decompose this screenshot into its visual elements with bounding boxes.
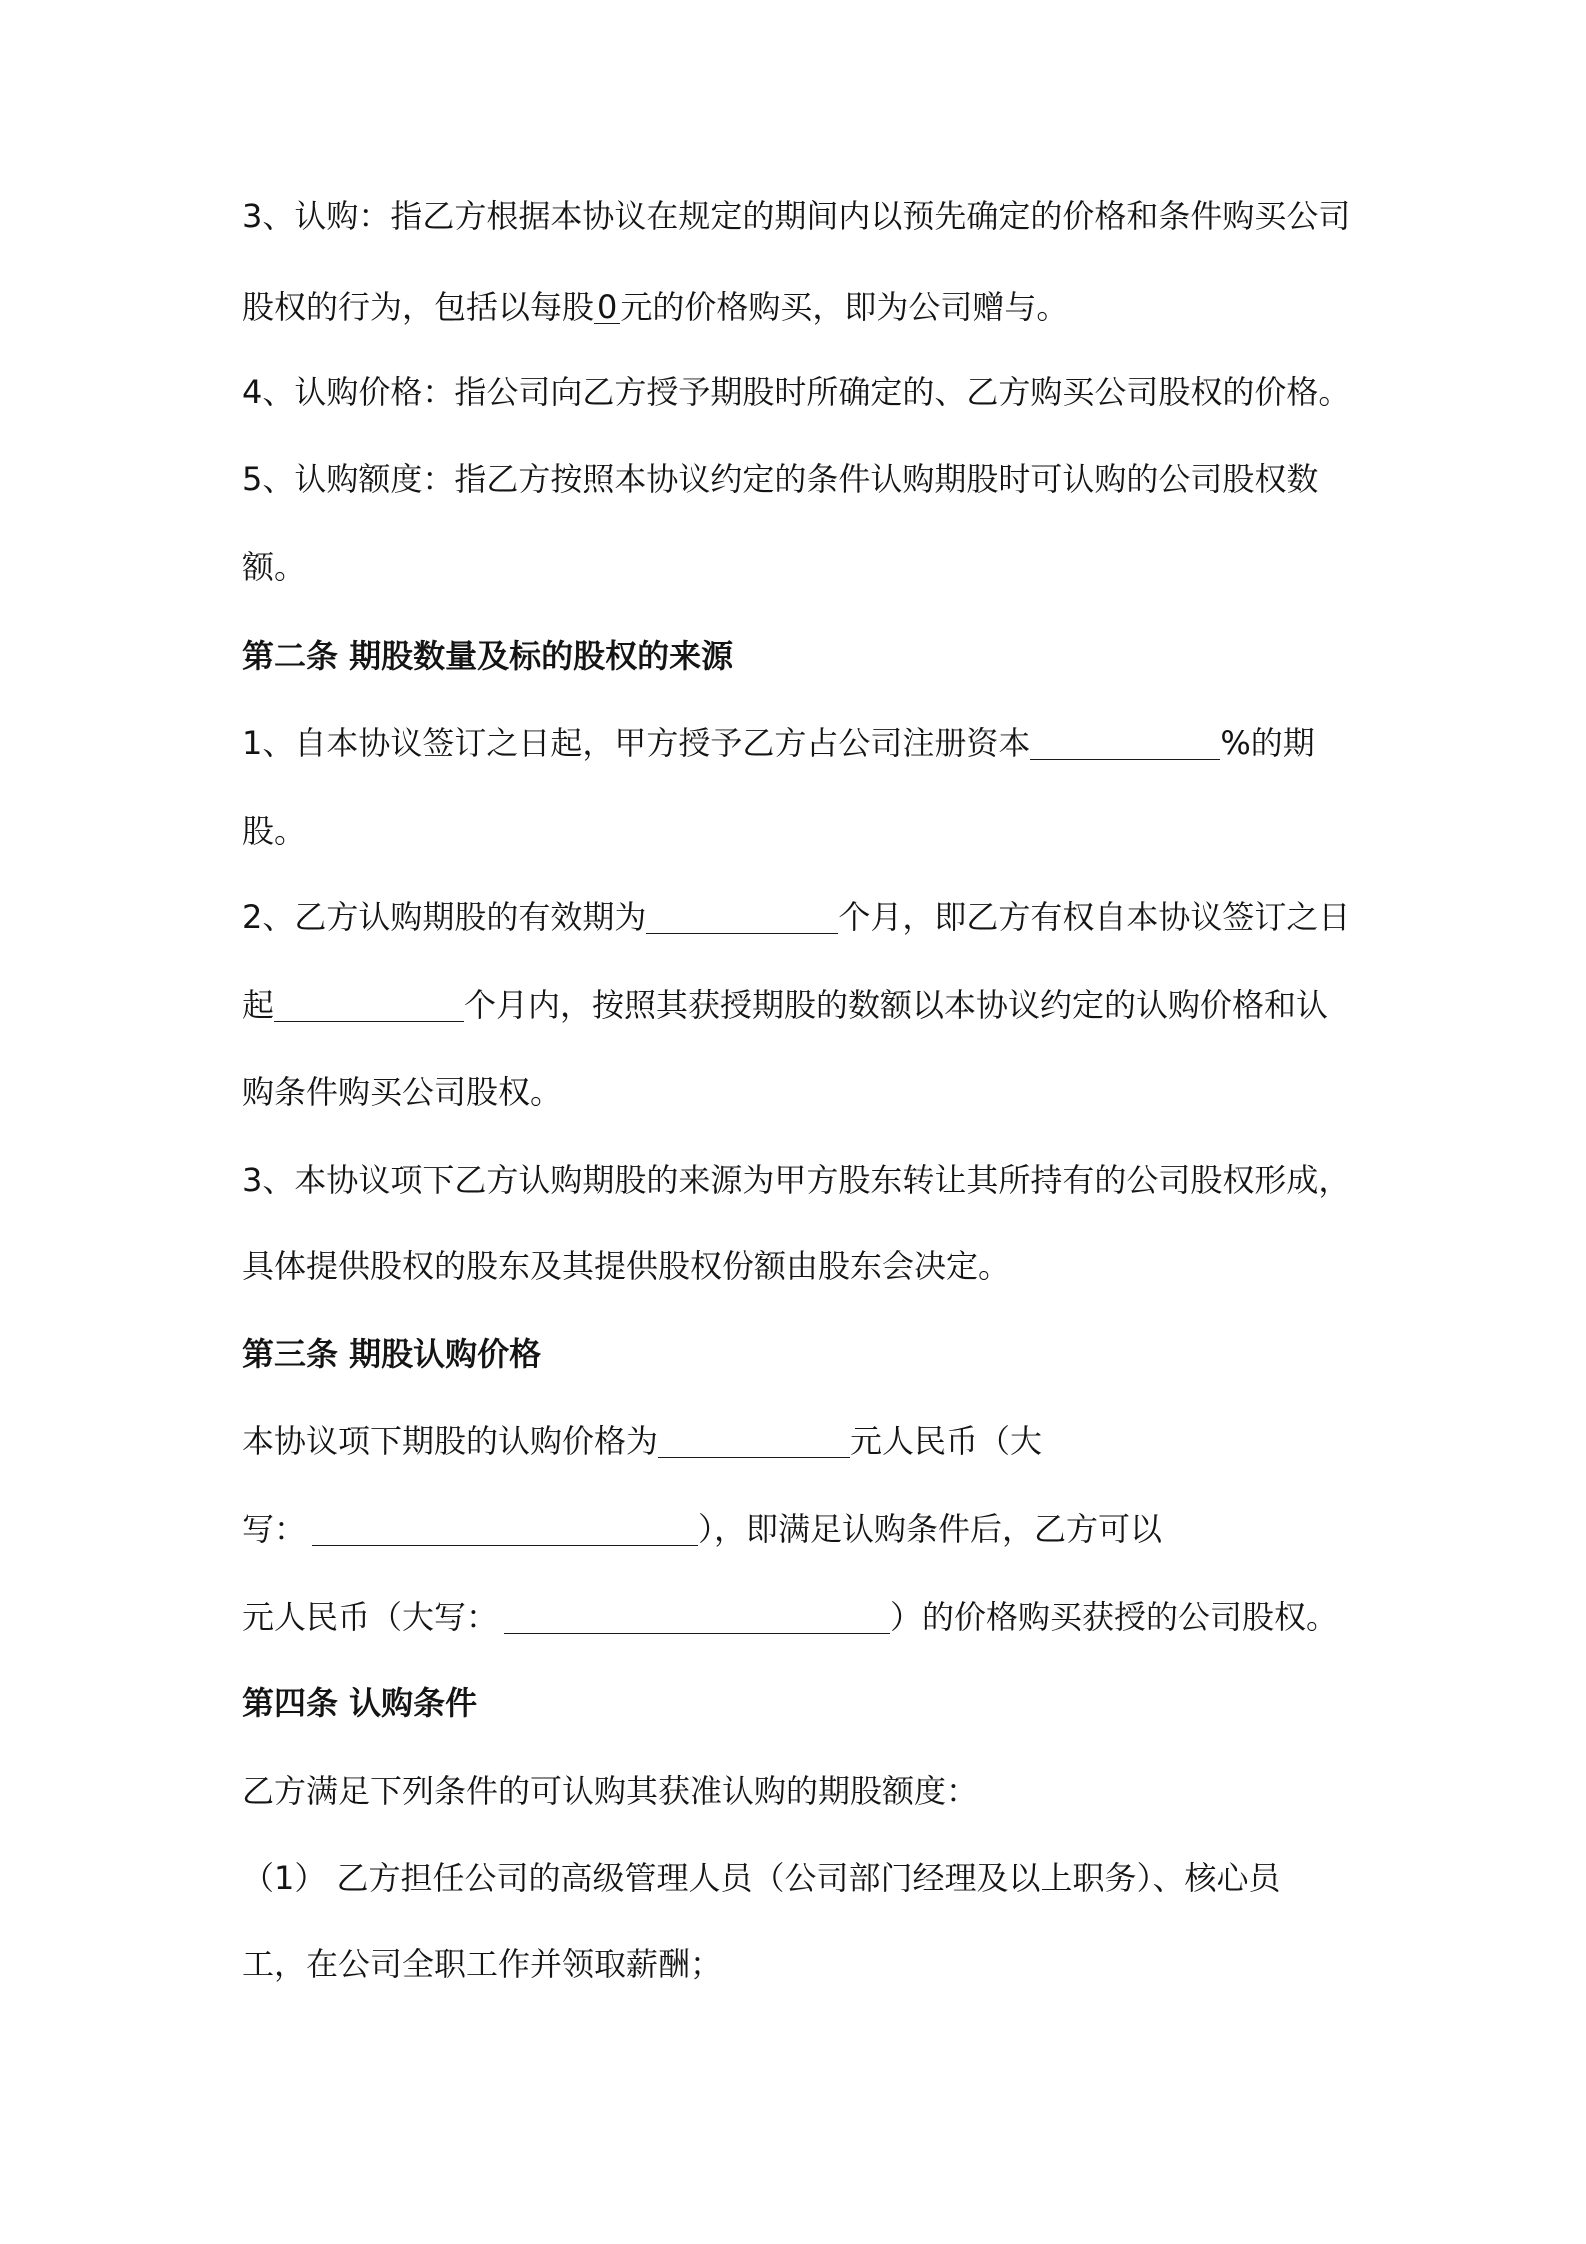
clause-validity-period-end: 购条件购买公司股权。 bbox=[242, 1073, 563, 1111]
blank-price-amount-field bbox=[658, 1427, 850, 1458]
section-heading-article-2: 第二条 期股数量及标的股权的来源 bbox=[242, 637, 734, 675]
line-text: 元人民币（大写： bbox=[242, 1598, 499, 1636]
line-text: 个月，即乙方有权自本协议签订之日 bbox=[838, 898, 1351, 936]
line-text: 1、自本协议签订之日起，甲方授予乙方占公司注册资本 bbox=[242, 724, 1031, 762]
line-text: 股权的行为，包括以每股 bbox=[242, 288, 595, 326]
price-per-share-value: 0 bbox=[594, 291, 620, 324]
clause-grant-percentage bbox=[242, 721, 1315, 765]
clause-conditions-intro: 乙方满足下列条件的可认购其获准认购的期股额度： bbox=[242, 1772, 979, 1810]
blank-validity-months-field bbox=[646, 903, 838, 934]
line-text: 写： bbox=[242, 1510, 307, 1548]
line-text: ），即满足认购条件后，乙方可以 bbox=[698, 1510, 1163, 1548]
clause-validity-period-cont bbox=[242, 983, 1328, 1027]
section-heading-article-3: 第三条 期股认购价格 bbox=[242, 1335, 542, 1373]
clause-equity-source-cont: 具体提供股权的股东及其提供股权份额由股东会决定。 bbox=[242, 1247, 1011, 1285]
clause-subscription-quota-definition: 5、认购额度：指乙方按照本协议约定的条件认购期股时可认购的公司股权数 bbox=[242, 460, 1319, 498]
blank-exercise-months-field bbox=[274, 991, 464, 1022]
line-text: %的期 bbox=[1220, 724, 1315, 762]
clause-subscription-price-cont bbox=[242, 1507, 1162, 1551]
line-text: ）的价格购买获授的公司股权。 bbox=[890, 1598, 1339, 1636]
clause-subscription-price-end bbox=[242, 1595, 1338, 1639]
line-text: 元的价格购买，即为公司赠与。 bbox=[620, 288, 1069, 326]
clause-subscription-definition: 3、认购：指乙方根据本协议在规定的期间内以预先确定的价格和条件购买公司 bbox=[242, 197, 1351, 235]
clause-subscription-price bbox=[242, 1419, 1042, 1463]
blank-percentage-field bbox=[1030, 729, 1220, 760]
section-heading-article-4: 第四条 认购条件 bbox=[242, 1684, 478, 1722]
clause-equity-source: 3、本协议项下乙方认购期股的来源为甲方股东转让其所持有的公司股权形成， bbox=[242, 1161, 1351, 1199]
line-text: 元人民币（大 bbox=[850, 1422, 1043, 1460]
line-text: 起 bbox=[242, 986, 275, 1024]
clause-subscription-quota-definition-cont: 额。 bbox=[242, 548, 307, 586]
clause-subscription-definition-cont bbox=[242, 285, 1068, 329]
blank-price-in-words-field bbox=[312, 1515, 698, 1546]
clause-condition-1: （1） 乙方担任公司的高级管理人员（公司部门经理及以上职务）、核心员 bbox=[242, 1859, 1281, 1897]
line-text: 本协议项下期股的认购价格为 bbox=[242, 1422, 659, 1460]
clause-subscription-price-definition: 4、认购价格：指公司向乙方授予期股时所确定的、乙方购买公司股权的价格。 bbox=[242, 373, 1351, 411]
blank-purchase-price-in-words-field bbox=[504, 1603, 890, 1634]
line-text: 2、乙方认购期股的有效期为 bbox=[242, 898, 647, 936]
clause-validity-period bbox=[242, 895, 1350, 939]
line-text: 个月内，按照其获授期股的数额以本协议约定的认购价格和认 bbox=[464, 986, 1329, 1024]
clause-grant-percentage-cont: 股。 bbox=[242, 812, 307, 850]
clause-condition-1-cont: 工，在公司全职工作并领取薪酬； bbox=[242, 1945, 723, 1983]
